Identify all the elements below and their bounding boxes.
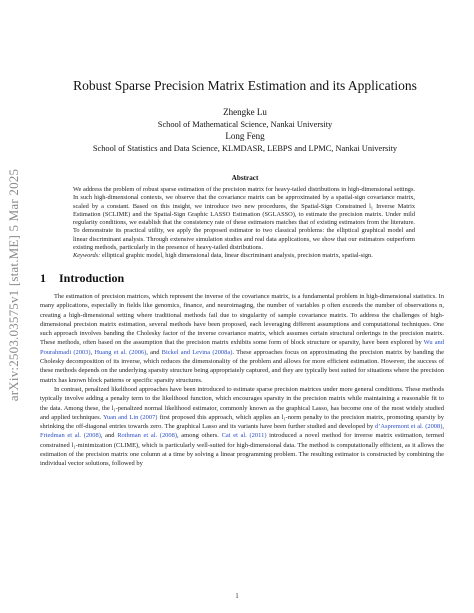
arxiv-identifier: arXiv:2503.03575v1 [stat.ME] 5 Mar 2025: [6, 168, 22, 402]
text-run: , and: [146, 348, 162, 356]
text-run: . These approaches focus on approximating the precision matrix by banding the Cholesky decomposition of its inverse, which reduces the dimensionality of the problem and allows for more efficient estimation. However, the success of these methods depends on the underlying sparsity structure being appropriately captured, and they are typically best suited for situations where the precision matrix has known block patterns or specific sparsity structures.: [40, 348, 444, 384]
keywords-text: elliptical graphic model, high dimensional data, linear discriminant analysis, precision matrix, spatial-sign.: [101, 252, 373, 260]
citation-link[interactable]: Bickel and Levina (2008a): [161, 348, 233, 356]
keywords-label: Keywords:: [73, 252, 101, 260]
citation-link[interactable]: Cai et al. (2011): [221, 432, 267, 440]
text-run: , among others.: [176, 432, 222, 440]
text-run: The estimation of precision matrices, which represent the inverse of the covariance matrix, is a fundamental problem in high-dimensional statistics. In many applications, especially in fields like genomics, finance, and neuroimaging, the number of variables p often exceeds the number of observations n, creating a high-dimensional setting where traditional methods fail due to singularity of sample covariance matrix. To address the challenges of high-dimensional precision matrix estimation, several methods have been proposed, each leveraging different assumptions and computational techniques. One such approach involves banding the Cholesky factor of the inverse covariance matrix, which assumes certain structural orderings in the precision matrix. These methods, often based on the assumption that the precision matrix exhibits some form of block structure or sparsity, have been explored by: [40, 293, 444, 347]
author-affiliation: School of Statistics and Data Science, KLMDASR, LEBPS and LPMC, Nankai University: [92, 143, 398, 153]
author-affiliation: School of Mathematical Science, Nankai University: [157, 119, 333, 129]
paper-title: Robust Sparse Precision Matrix Estimation and its Applications: [73, 78, 417, 93]
text-run: first proposed this approach, which applies an l₁-norm penalty to the precision matrix, promoting sparsity by shrinking the off-diagonal entries towards zero. The graphical Lasso and its variants have been further studied and developed by: [40, 413, 444, 431]
text-run: , and: [100, 432, 118, 440]
section-title: Introduction: [59, 271, 125, 285]
body-text: [40, 292, 444, 469]
citation-link[interactable]: Huang et al. (2006): [94, 348, 147, 356]
paragraph: [40, 385, 444, 469]
arxiv-stamp: [6, 150, 22, 420]
abstract-heading: Abstract: [231, 174, 259, 182]
citation-link[interactable]: Rothman et al. (2008): [117, 432, 177, 440]
author-block: [40, 106, 450, 154]
paragraph: [40, 292, 444, 385]
abstract-text: We address the problem of robust sparse estimation of the precision matrix for heavy-tailed distributions in high-dimensional settings. In such high-dimensional contexts, we observe that the covariance matrix can be approximated by a spatial-sign covariance matrix, scaled by a constant. Based on this insight, we introduce two new procedures, the Spatial-Sign Constrained l₁ Inverse Matrix Estimation (SCLIME) and the Spatial-Sign Graphic LASSO Estimation (SGLASSO), to estimate the precision matrix. Under mild regularity conditions, we establish that the consistency rate of these estimators matches that of existing estimators from the literature. To demonstrate its practical utility, we apply the proposed estimator to two classical problems: the elliptical graphical model and linear discriminant analysis. Through extensive simulation studies and real data applications, we show that our estimators outperform existing methods, particularly in the presence of heavy-tailed distributions.: [73, 186, 415, 252]
citation-link[interactable]: d’Aspremont et al. (2008): [375, 423, 443, 431]
author-name: Long Feng: [225, 131, 265, 142]
keywords: [73, 252, 415, 260]
citation-link[interactable]: Yuan and Lin (2007): [102, 413, 158, 421]
citation-link[interactable]: Wu and Pourahmadi (2003): [40, 339, 444, 356]
text-run: In contrast, penalized likelihood approaches have been introduced to estimate sparse precision matrices under more general conditions. These methods typically involve adding a penalty term to the likelihood function, which encourages sparsity in the precision matrix while maintaining a reasonable fit to the data. Among these, the l₁-penalized normal likelihood estimator, commonly known as the graphical Lasso, has become one of the most widely studied and applied techniques.: [40, 385, 444, 421]
section-heading: [40, 271, 124, 286]
citation-link[interactable]: Friedman et al. (2008): [40, 432, 101, 440]
section-number: 1: [40, 271, 46, 285]
abstract: [73, 186, 415, 261]
text-run: ,: [442, 423, 444, 431]
author-name: Zhengke Lu: [223, 107, 267, 117]
page-number: 1: [235, 592, 239, 600]
text-run: introduced a novel method for inverse matrix estimation, termed constrained l₁-minimization (CLIME), which is particularly well-suited for high-dimensional data. The method is computationally efficient, as it allows the estimation of the precision matrix one column at a time by solving a linear programming problem. The resulting estimator is constructed by combining the individual vector solutions, followed by: [40, 432, 445, 468]
text-run: ,: [90, 348, 95, 356]
